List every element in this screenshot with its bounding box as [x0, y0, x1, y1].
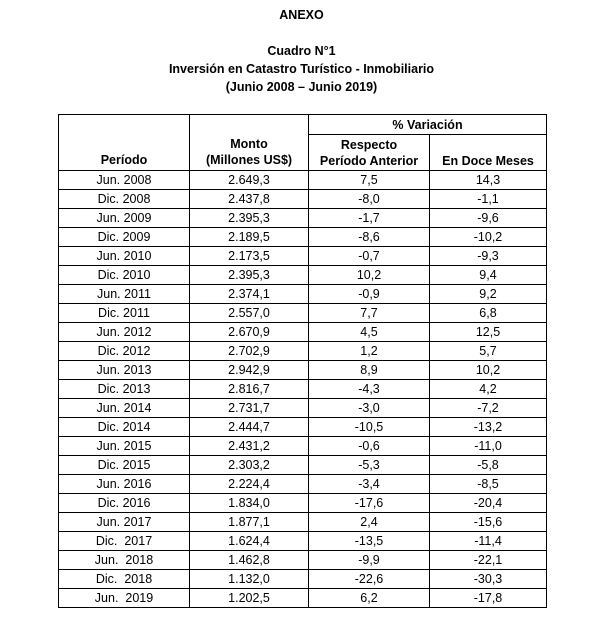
cell-periodo: Jun. 2011 [59, 285, 190, 304]
cell-periodo: Jun. 2013 [59, 361, 190, 380]
cell-doce-meses: 14,3 [430, 171, 547, 190]
table-row [59, 570, 547, 589]
cell-monto: 2.557,0 [190, 304, 309, 323]
table-caption [0, 42, 603, 96]
cell-doce-meses: -20,4 [430, 494, 547, 513]
cell-monto: 1.202,5 [190, 589, 309, 608]
cell-periodo: Dic. 2012 [59, 342, 190, 361]
table-row [59, 437, 547, 456]
cell-monto: 2.649,3 [190, 171, 309, 190]
cell-doce-meses: 6,8 [430, 304, 547, 323]
cell-monto: 2.374,1 [190, 285, 309, 304]
header-monto-line2: (Millones US$) [205, 153, 293, 167]
cell-monto: 2.437,8 [190, 190, 309, 209]
cell-periodo-anterior: -0,6 [309, 437, 430, 456]
cell-monto: 1.132,0 [190, 570, 309, 589]
table-row [59, 228, 547, 247]
header-respecto-line1: Respecto [340, 138, 398, 152]
cell-doce-meses: -8,5 [430, 475, 547, 494]
table-title: Cuadro N°1 [267, 44, 336, 58]
cell-doce-meses: -9,3 [430, 247, 547, 266]
investment-table [58, 114, 547, 608]
header-monto [190, 115, 309, 171]
table-row [59, 551, 547, 570]
table-row [59, 304, 547, 323]
cell-periodo: Jun. 2016 [59, 475, 190, 494]
cell-doce-meses: -15,6 [430, 513, 547, 532]
cell-periodo-anterior: -8,6 [309, 228, 430, 247]
cell-monto: 2.395,3 [190, 266, 309, 285]
cell-periodo: Jun. 2008 [59, 171, 190, 190]
header-respecto [309, 135, 430, 171]
cell-periodo-anterior: -8,0 [309, 190, 430, 209]
cell-monto: 1.624,4 [190, 532, 309, 551]
cell-monto: 2.942,9 [190, 361, 309, 380]
cell-periodo: Jun. 2014 [59, 399, 190, 418]
cell-periodo-anterior: 1,2 [309, 342, 430, 361]
table-row [59, 285, 547, 304]
cell-periodo: Jun. 2017 [59, 513, 190, 532]
cell-doce-meses: -10,2 [430, 228, 547, 247]
cell-monto: 2.444,7 [190, 418, 309, 437]
cell-doce-meses: 10,2 [430, 361, 547, 380]
cell-periodo-anterior: 8,9 [309, 361, 430, 380]
cell-periodo-anterior: -22,6 [309, 570, 430, 589]
table-row [59, 209, 547, 228]
cell-periodo-anterior: -0,7 [309, 247, 430, 266]
cell-periodo-anterior: 6,2 [309, 589, 430, 608]
cell-periodo: Dic. 2018 [59, 570, 190, 589]
cell-periodo-anterior: -10,5 [309, 418, 430, 437]
cell-periodo: Jun. 2015 [59, 437, 190, 456]
cell-periodo: Dic. 2015 [59, 456, 190, 475]
header-monto-line1: Monto [230, 137, 268, 151]
cell-periodo-anterior: -0,9 [309, 285, 430, 304]
cell-monto: 1.462,8 [190, 551, 309, 570]
table-row [59, 513, 547, 532]
cell-periodo-anterior: 7,5 [309, 171, 430, 190]
cell-doce-meses: -9,6 [430, 209, 547, 228]
table-row [59, 399, 547, 418]
cell-doce-meses: -17,8 [430, 589, 547, 608]
table-row [59, 266, 547, 285]
cell-periodo: Jun. 2018 [59, 551, 190, 570]
cell-periodo-anterior: -5,3 [309, 456, 430, 475]
cell-periodo-anterior: -17,6 [309, 494, 430, 513]
cell-doce-meses: 9,2 [430, 285, 547, 304]
table-row [59, 418, 547, 437]
cell-periodo: Dic. 2017 [59, 532, 190, 551]
header-doce-meses: En Doce Meses [430, 135, 547, 171]
cell-periodo-anterior: 2,4 [309, 513, 430, 532]
table-row [59, 323, 547, 342]
cell-periodo: Jun. 2010 [59, 247, 190, 266]
table-body [59, 171, 547, 608]
cell-doce-meses: -13,2 [430, 418, 547, 437]
header-variacion: % Variación [309, 115, 547, 135]
cell-periodo: Dic. 2010 [59, 266, 190, 285]
table-row [59, 190, 547, 209]
cell-periodo-anterior: 4,5 [309, 323, 430, 342]
cell-periodo-anterior: -13,5 [309, 532, 430, 551]
cell-doce-meses: 9,4 [430, 266, 547, 285]
cell-periodo: Jun. 2019 [59, 589, 190, 608]
cell-periodo: Dic. 2013 [59, 380, 190, 399]
cell-periodo-anterior: -3,4 [309, 475, 430, 494]
cell-doce-meses: -11,4 [430, 532, 547, 551]
cell-doce-meses: 12,5 [430, 323, 547, 342]
table-row [59, 380, 547, 399]
cell-doce-meses: 4,2 [430, 380, 547, 399]
table-row [59, 171, 547, 190]
annex-heading: ANEXO [279, 8, 324, 22]
cell-doce-meses: -11,0 [430, 437, 547, 456]
table-period-range: (Junio 2008 – Junio 2019) [225, 80, 378, 94]
table-row [59, 475, 547, 494]
cell-doce-meses: 5,7 [430, 342, 547, 361]
cell-periodo-anterior: -9,9 [309, 551, 430, 570]
cell-periodo: Dic. 2014 [59, 418, 190, 437]
cell-monto: 2.303,2 [190, 456, 309, 475]
cell-monto: 2.395,3 [190, 209, 309, 228]
cell-doce-meses: -7,2 [430, 399, 547, 418]
cell-periodo-anterior: 10,2 [309, 266, 430, 285]
cell-periodo: Jun. 2012 [59, 323, 190, 342]
table-row [59, 494, 547, 513]
cell-monto: 2.224,4 [190, 475, 309, 494]
header-respecto-line2: Período Anterior [319, 154, 419, 168]
cell-periodo: Dic. 2016 [59, 494, 190, 513]
cell-doce-meses: -5,8 [430, 456, 547, 475]
cell-monto: 2.702,9 [190, 342, 309, 361]
cell-periodo-anterior: -4,3 [309, 380, 430, 399]
cell-periodo-anterior: -3,0 [309, 399, 430, 418]
cell-monto: 1.834,0 [190, 494, 309, 513]
cell-periodo: Dic. 2008 [59, 190, 190, 209]
cell-monto: 2.431,2 [190, 437, 309, 456]
table-row [59, 247, 547, 266]
cell-doce-meses: -22,1 [430, 551, 547, 570]
cell-monto: 2.173,5 [190, 247, 309, 266]
cell-periodo-anterior: 7,7 [309, 304, 430, 323]
table-row [59, 342, 547, 361]
table-row [59, 589, 547, 608]
cell-periodo-anterior: -1,7 [309, 209, 430, 228]
cell-doce-meses: -1,1 [430, 190, 547, 209]
cell-monto: 2.670,9 [190, 323, 309, 342]
table-row [59, 361, 547, 380]
cell-periodo: Dic. 2011 [59, 304, 190, 323]
cell-periodo: Jun. 2009 [59, 209, 190, 228]
cell-monto: 1.877,1 [190, 513, 309, 532]
cell-monto: 2.816,7 [190, 380, 309, 399]
cell-doce-meses: -30,3 [430, 570, 547, 589]
header-periodo: Período [59, 115, 190, 171]
cell-monto: 2.731,7 [190, 399, 309, 418]
table-subtitle: Inversión en Catastro Turístico - Inmobiliario [168, 62, 435, 76]
cell-monto: 2.189,5 [190, 228, 309, 247]
cell-periodo: Dic. 2009 [59, 228, 190, 247]
table-row [59, 456, 547, 475]
table-row [59, 532, 547, 551]
